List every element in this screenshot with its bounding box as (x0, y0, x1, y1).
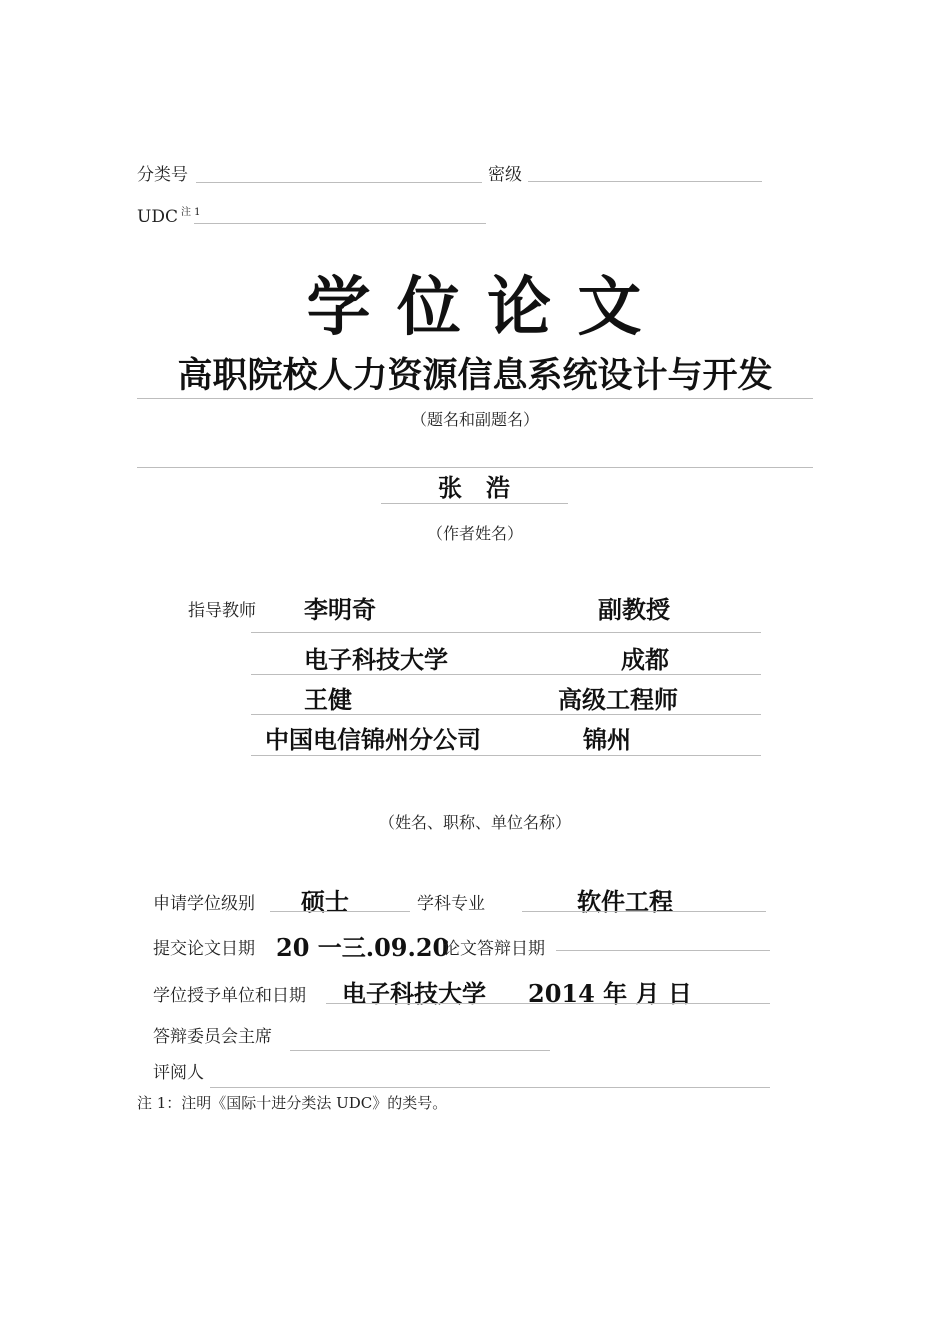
advisor-row-2-line (251, 674, 761, 675)
classification-field-line (196, 182, 482, 183)
reviewer-line (210, 1087, 770, 1088)
udc-footnote-mark: 注 1 (180, 207, 201, 218)
degree-level-value: 硕士 (301, 887, 349, 916)
major-value: 软件工程 (577, 887, 673, 916)
advisor-2-unit: 中国电信锦州分公司 (265, 725, 481, 754)
submission-date-label: 提交论文日期 (153, 939, 255, 959)
udc-label: UDC $^{注 1}$ (137, 207, 201, 227)
grant-label: 学位授予单位和日期 (153, 986, 306, 1006)
major-label: 学科专业 (417, 894, 485, 914)
degree-level-line (270, 911, 410, 912)
committee-chair-line (290, 1050, 550, 1051)
grant-line (326, 1003, 770, 1004)
advisor-row-4-line (251, 755, 761, 756)
advisor-row-1-line (251, 632, 761, 633)
advisor-1-unit: 电子科技大学 (304, 645, 448, 674)
secret-level-label: 密级 (488, 165, 522, 185)
title-underline (137, 398, 813, 399)
advisor-2-title: 高级工程师 (558, 685, 678, 714)
defense-date-label: 论文答辩日期 (443, 939, 545, 959)
degree-level-label: 申请学位级别 (153, 894, 255, 914)
grant-date: 2014 年 月 日 (528, 979, 692, 1008)
udc-field-line (194, 223, 486, 224)
author-underline (381, 503, 568, 504)
thesis-title: 高职院校人力资源信息系统设计与开发 (177, 355, 773, 396)
footnote: 注 1：注明《国际十进分类法 UDC》的类号。 (137, 1094, 448, 1112)
advisor-1-name: 李明奇 (304, 595, 376, 624)
title-caption: （题名和副题名） (410, 410, 539, 429)
advisor-row-3-line (251, 714, 761, 715)
classification-label: 分类号 (137, 165, 188, 185)
advisor-1-title: 副教授 (598, 595, 670, 624)
advisor-1-city: 成都 (621, 645, 669, 674)
document-type-heading: 学 位 论 文 (306, 270, 644, 345)
secret-level-field-line (528, 181, 762, 182)
committee-chair-label: 答辩委员会主席 (153, 1027, 272, 1047)
reviewer-label: 评阅人 (153, 1063, 204, 1083)
advisor-2-city: 锦州 (583, 725, 631, 754)
major-line (522, 911, 766, 912)
advisor-caption: （姓名、职称、单位名称） (378, 813, 571, 832)
defense-date-line (556, 950, 770, 951)
author-caption: （作者姓名） (426, 524, 523, 543)
advisor-2-name: 王健 (304, 685, 352, 714)
submission-date-value: 20 一三.09.20 (276, 933, 450, 962)
grant-unit: 电子科技大学 (342, 979, 486, 1008)
author-name: 张 浩 (438, 473, 510, 502)
advisor-label: 指导教师 (188, 601, 256, 621)
